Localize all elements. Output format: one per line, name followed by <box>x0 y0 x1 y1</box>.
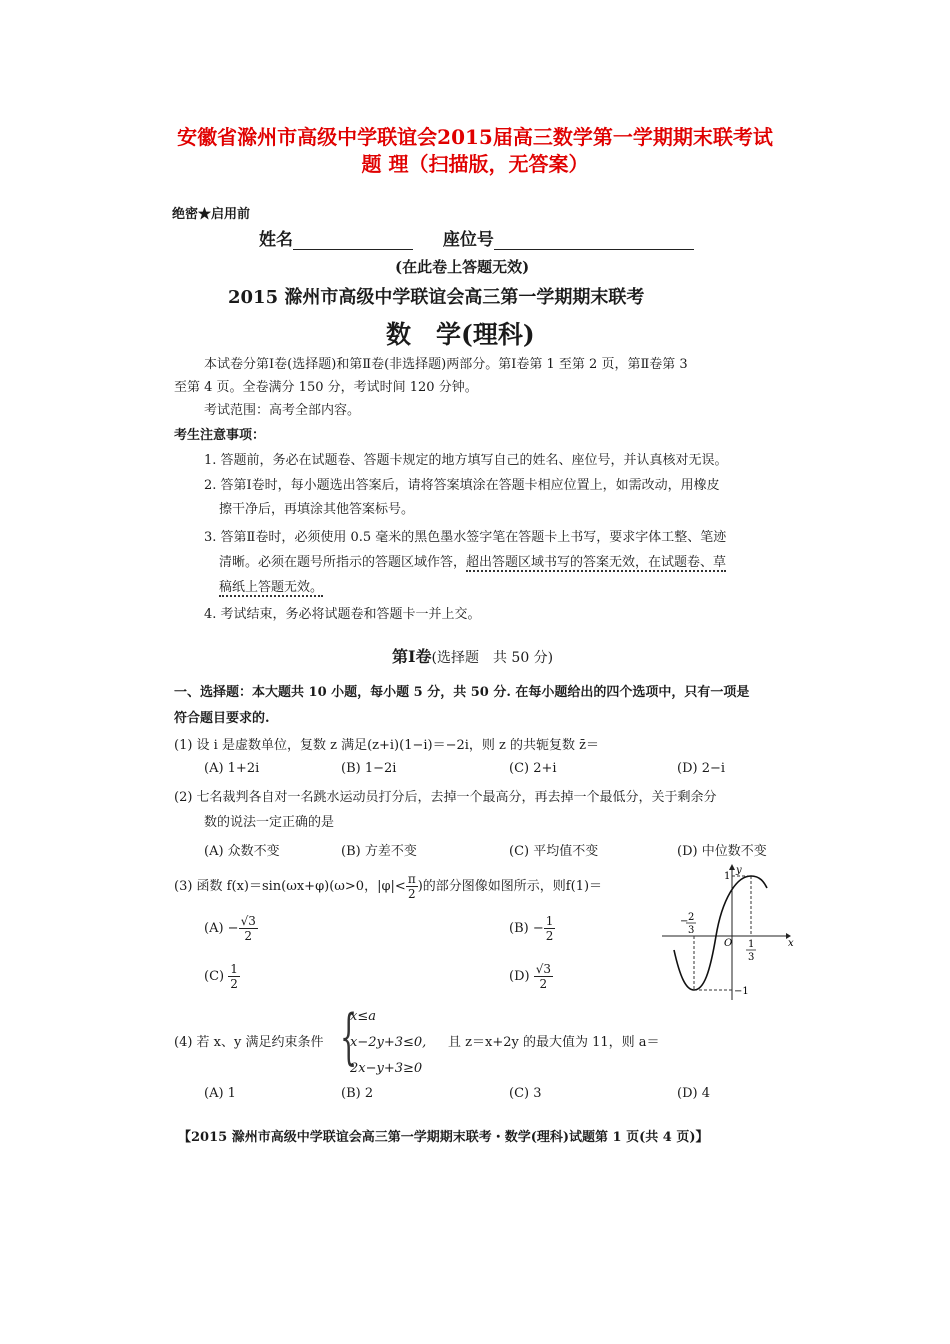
q2-option-b: (B) 方差不变 <box>341 844 417 859</box>
section-instructions-line-1: 一、选择题：本大题共 10 小题，每小题 5 分，共 50 分. 在每小题给出的四个选项中，只有一项是 <box>174 685 750 700</box>
graph-y-axis-label: y <box>736 865 742 876</box>
note-3-emphasis-end: 稿纸上答题无效。 <box>219 580 324 595</box>
q1-option-c: (C) 2+i <box>509 761 557 776</box>
q3-c-label: (C) <box>204 969 225 984</box>
q4-brace: { <box>340 1002 358 1072</box>
graph-y-bottom-label: −1 <box>734 986 749 997</box>
q4-option-b: (B) 2 <box>341 1086 374 1101</box>
q4-option-c: (C) 3 <box>509 1086 542 1101</box>
note-4: 4. 考试结束，务必将试题卷和答题卡一并上交。 <box>204 607 481 622</box>
q4-option-d: (D) 4 <box>677 1086 710 1101</box>
q2-option-d: (D) 中位数不变 <box>677 844 767 859</box>
q3-option-c <box>204 962 240 991</box>
q3-option-d <box>509 962 553 991</box>
y-axis-arrow <box>729 864 735 870</box>
q3-stem-start: (3) 函数 f(x)＝sin(ωx+φ)(ω>0，|φ|< <box>174 879 406 894</box>
q1-option-b: (B) 1−2i <box>341 761 397 776</box>
q3-a-label: (A) − <box>204 921 239 936</box>
note-2-line-2: 擦干净后，再填涂其他答案标号。 <box>219 502 415 517</box>
exam-title: 2015 滁州市高级中学联谊会高三第一学期期末联考 <box>228 287 645 308</box>
intro-line-1: 本试卷分第Ⅰ卷(选择题)和第Ⅱ卷(非选择题)两部分。第Ⅰ卷第 1 至第 2 页，第Ⅱ卷第 3 <box>204 357 688 372</box>
name-underline <box>293 235 413 250</box>
q3-d-den: 2 <box>539 977 548 991</box>
q4-constraint-1: x≤a <box>350 1009 376 1024</box>
q1-option-d: (D) 2−i <box>677 761 726 776</box>
note-1: 1. 答题前，务必在试题卷、答题卡规定的地方填写自己的姓名、座位号，并认真核对无误。 <box>204 453 728 468</box>
q3-stem <box>174 872 602 901</box>
q3-sine-graph <box>660 862 800 1002</box>
q1-stem: (1) 设 i 是虚数单位，复数 z 满足(z+i)(1−i)＝−2i，则 z 的共轭复数 z̄＝ <box>174 738 600 753</box>
q4-option-a: (A) 1 <box>204 1086 236 1101</box>
q3-c-num: 1 <box>230 962 238 976</box>
q4-constraint-3: 2x−y+3≥0 <box>350 1061 423 1076</box>
q4-stem-start: (4) 若 x、y 满足约束条件 <box>174 1035 324 1050</box>
q3-stem-end: )的部分图像如图所示，则f(1)＝ <box>417 879 603 894</box>
q3-option-a <box>204 914 258 943</box>
seat-label: 座位号 <box>442 230 494 250</box>
q2-option-c: (C) 平均值不变 <box>509 844 599 859</box>
exam-scope: 考试范围：高考全部内容。 <box>204 403 361 418</box>
graph-left-den: 3 <box>688 925 695 936</box>
q2-stem-line-2: 数的说法一定正确的是 <box>204 815 335 830</box>
q2-stem-line-1: (2) 七名裁判各自对一名跳水运动员打分后，去掉一个最高分，再去掉一个最低分，关于剩余分 <box>174 790 717 805</box>
note-3-line-2 <box>219 553 726 572</box>
document-title-line-2: 题 理（扫描版，无答案） <box>361 152 589 176</box>
graph-right-den: 3 <box>748 952 755 963</box>
q3-frac-num: π <box>407 872 416 886</box>
graph-origin-label: O <box>724 938 733 949</box>
q3-d-label: (D) <box>509 969 530 984</box>
secret-label: 绝密★启用前 <box>172 207 251 222</box>
section-title <box>392 644 553 667</box>
name-label: 姓名 <box>259 230 293 250</box>
q3-b-num: 1 <box>545 914 554 928</box>
note-2-line-1: 2. 答第Ⅰ卷时，每小题选出答案后，请将答案填涂在答题卡相应位置上，如需改动，用橡皮 <box>204 478 720 493</box>
no-answer-notice: (在此卷上答题无效) <box>395 258 530 276</box>
q3-option-b <box>509 914 555 943</box>
q3-a-fraction <box>239 914 258 943</box>
graph-right-num: 1 <box>748 939 755 950</box>
graph-left-sign: − <box>680 916 689 927</box>
name-field-row <box>259 225 694 250</box>
document-title-line-1: 安徽省滁州市高级中学联谊会2015届高三数学第一学期期末联考试 <box>177 125 773 149</box>
q4-constraint-2: x−2y+3≤0, <box>350 1035 427 1050</box>
page-footer: 【2015 滁州市高级中学联谊会高三第一学期期末联考・数学(理科)试题第 1 页(共 4 页)】 <box>178 1130 709 1145</box>
q4-stem-end: 且 z＝x+2y 的最大值为 11，则 a＝ <box>448 1035 660 1050</box>
graph-left-num: 2 <box>688 912 695 923</box>
q3-pi-over-2 <box>406 872 418 901</box>
q1-option-a: (A) 1+2i <box>204 761 260 776</box>
q3-b-fraction <box>544 914 556 943</box>
graph-y-top-label: 1 <box>724 871 731 882</box>
q3-frac-den: 2 <box>407 887 416 901</box>
notes-heading: 考生注意事项： <box>174 428 266 443</box>
note-3-line-1: 3. 答第Ⅱ卷时，必须使用 0.5 毫米的黑色墨水签字笔在答题卡上书写，要求字体工整、笔迹 <box>204 530 727 545</box>
note-3-line-3 <box>219 578 323 597</box>
q2-option-a: (A) 众数不变 <box>204 844 280 859</box>
note-3-plain-text: 清晰。必须在题号所指示的答题区域作答， <box>219 555 467 570</box>
q3-b-label: (B) − <box>509 921 544 936</box>
note-3-emphasis-text: 超出答题区域书写的答案无效，在试题卷、草 <box>466 555 727 570</box>
section-title-sub: (选择题 共 50 分) <box>431 650 554 666</box>
seat-underline <box>494 235 694 250</box>
section-title-main: 第Ⅰ卷 <box>392 647 432 666</box>
q3-b-den: 2 <box>545 929 554 943</box>
q3-d-fraction <box>534 962 553 991</box>
intro-line-2: 至第 4 页。全卷满分 150 分，考试时间 120 分钟。 <box>174 380 478 395</box>
graph-x-axis-label: x <box>788 938 794 949</box>
q3-c-den: 2 <box>230 977 238 991</box>
section-instructions-line-2: 符合题目要求的. <box>174 711 270 726</box>
q3-c-fraction <box>228 962 240 991</box>
q3-a-num: √3 <box>240 914 256 928</box>
subject-title: 数 学(理科) <box>386 320 535 349</box>
q3-d-num: √3 <box>535 962 551 976</box>
q3-a-den: 2 <box>244 929 253 943</box>
